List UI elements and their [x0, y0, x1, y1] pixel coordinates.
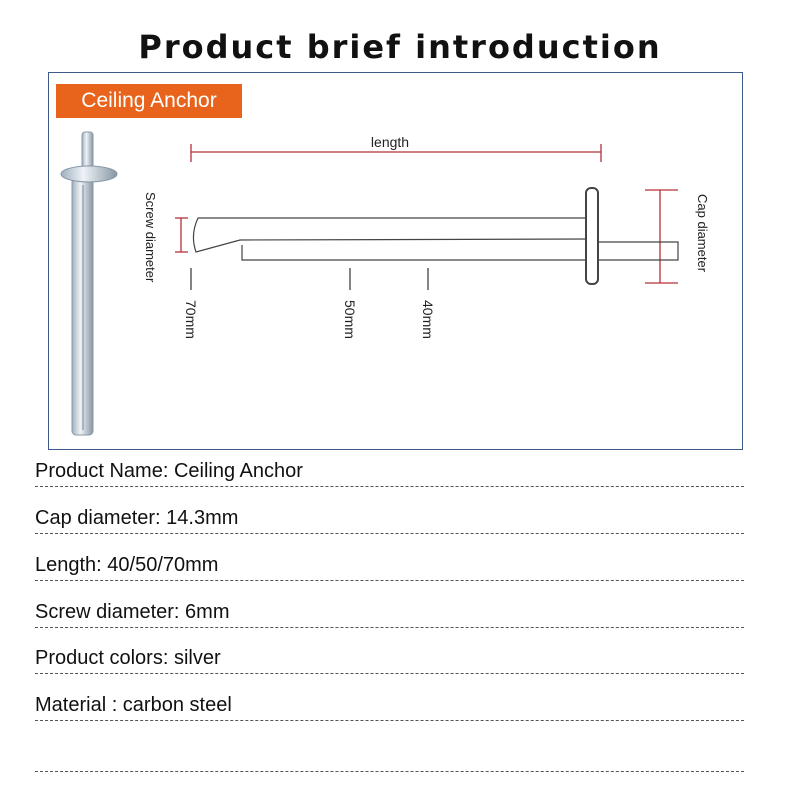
spec-text: Length: 40/50/70mm — [35, 554, 219, 576]
spec-colors — [35, 647, 744, 674]
mark-50mm: 50mm — [342, 300, 358, 339]
cap-diameter-label: Cap diameter — [695, 194, 710, 273]
spec-length — [35, 554, 744, 581]
product-badge: Ceiling Anchor — [56, 84, 242, 118]
dimension-lines — [175, 144, 678, 283]
spec-text: Product colors: silver — [35, 647, 221, 669]
spec-product-name — [35, 460, 744, 487]
spec-text: Product Name: Ceiling Anchor — [35, 460, 303, 482]
spec-text: Material : carbon steel — [35, 694, 232, 716]
screw-diameter-label: Screw diameter — [143, 192, 158, 283]
anchor-outline — [193, 188, 678, 284]
spec-text: Cap diameter: 14.3mm — [35, 507, 239, 529]
anchor-photo — [61, 132, 117, 435]
spec-blank — [35, 745, 744, 772]
length-label: length — [370, 134, 410, 150]
spec-screw-diameter — [35, 601, 744, 628]
spec-text: Screw diameter: 6mm — [35, 601, 230, 623]
length-marks — [191, 268, 428, 290]
page-title: Product brief introduction — [138, 28, 662, 66]
mark-70mm: 70mm — [183, 300, 199, 339]
spec-material — [35, 694, 744, 721]
mark-40mm: 40mm — [420, 300, 436, 339]
spec-cap-diameter — [35, 507, 744, 534]
